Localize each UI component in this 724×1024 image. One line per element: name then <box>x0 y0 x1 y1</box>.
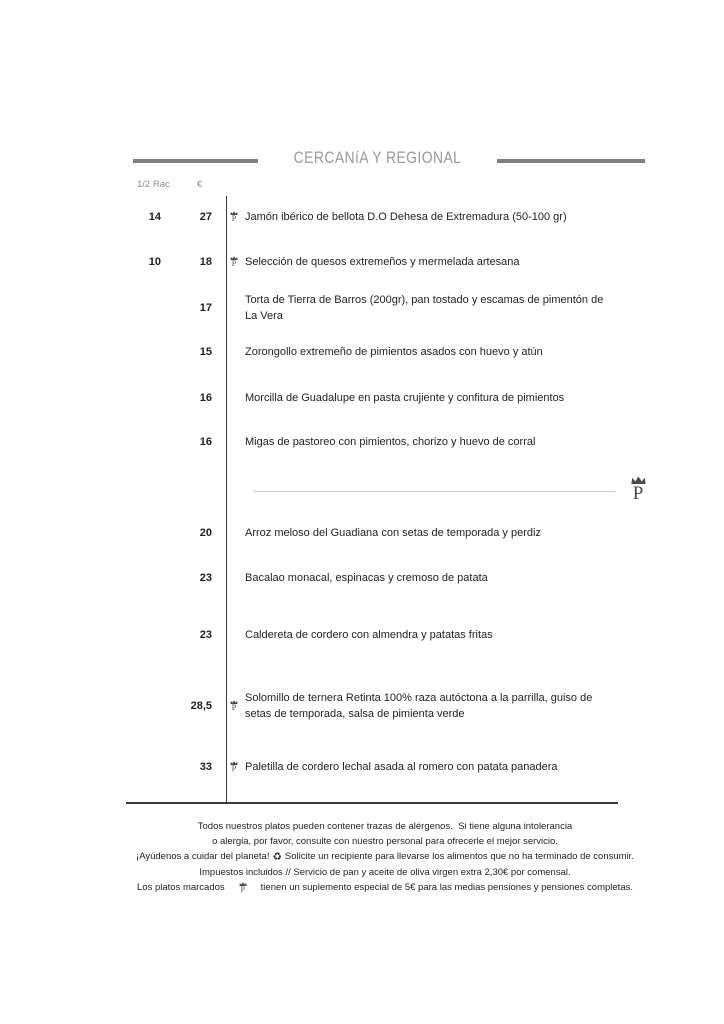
table-bottom-rule <box>126 802 618 804</box>
section-divider <box>253 491 615 492</box>
parador-crown-p-icon: P <box>230 211 238 223</box>
parador-crown-p-icon: P <box>230 761 238 773</box>
dish-name: Morcilla de Guadalupe en pasta crujiente y confitura de pimientos <box>245 392 565 404</box>
table-row <box>125 292 619 324</box>
supplement-note: Los platos marcados P tienen un suplemento especial de 5€ para las medias pensiones y pensiones completas. <box>137 882 633 895</box>
half-portion-price: 14 <box>148 211 161 223</box>
column-header-euro: € <box>197 179 203 190</box>
half-portion-price: 10 <box>148 256 161 268</box>
table-row <box>125 690 619 722</box>
full-portion-price: 23 <box>199 572 212 584</box>
planet-note: ¡Ayúdenos a cuidar del planeta! ♻ Solicite un recipiente para llevarse los alimentos que no ha terminado de consumir. <box>136 851 634 863</box>
parador-crown-p-icon: P <box>230 256 238 268</box>
full-portion-price: 15 <box>199 346 212 358</box>
table-row <box>125 627 619 643</box>
table-row <box>125 525 619 541</box>
dish-name: Zorongollo extremeño de pimientos asados con huevo y atún <box>245 346 543 358</box>
recycle-icon: ♻ <box>272 851 282 863</box>
dish-name: Paletilla de cordero lechal asada al romero con patata panadera <box>245 761 558 773</box>
full-portion-price: 27 <box>199 211 212 223</box>
dish-name: Bacalao monacal, espinacas y cremoso de patata <box>245 572 488 584</box>
header-rule-left <box>133 159 258 163</box>
dish-name: Selección de quesos extremeños y mermelada artesana <box>245 256 520 268</box>
header-rule-right <box>497 159 645 163</box>
table-row <box>125 390 619 406</box>
dish-name: Torta de Tierra de Barros (200gr), pan tostado y escamas de pimentón de La Vera <box>245 294 604 322</box>
parador-crown-p-icon: P <box>230 700 238 712</box>
dish-name: Arroz meloso del Guadiana con setas de temporada y perdiz <box>245 527 541 539</box>
dish-name: Caldereta de cordero con almendra y patatas fritas <box>245 629 493 641</box>
table-row <box>125 434 619 450</box>
full-portion-price: 17 <box>199 302 212 314</box>
table-row <box>125 344 619 360</box>
allergen-note-line2: o alergia, por favor, consulte con nuestro personal para ofrecerle el mejor servicio. <box>212 836 558 847</box>
allergen-note-line1: Todos nuestros platos pueden contener trazas de alérgenos. Si tiene alguna intolerancia <box>197 821 573 832</box>
table-row <box>125 254 619 270</box>
full-portion-price: 20 <box>199 527 212 539</box>
parador-crown-p-icon: P <box>239 882 247 894</box>
table-row <box>125 570 619 586</box>
dish-name: Solomillo de ternera Retinta 100% raza autóctona a la parrilla, guiso de setas de temporada, salsa de pimienta verde <box>245 692 593 720</box>
full-portion-price: 23 <box>199 629 212 641</box>
full-portion-price: 18 <box>199 256 212 268</box>
parador-logo-watermark <box>626 476 650 504</box>
tax-service-note: Impuestos incluidos // Servicio de pan y aceite de oliva virgen extra 2,30€ por comensal. <box>199 867 571 878</box>
full-portion-price: 28,5 <box>190 700 212 712</box>
column-header-half-racion: 1/2 Rac <box>137 179 170 190</box>
dish-name: Jamón ibérico de bellota D.O Dehesa de Extremadura (50-100 gr) <box>245 211 567 223</box>
full-portion-price: 16 <box>199 392 212 404</box>
parador-crown-p-icon: P <box>626 476 650 504</box>
table-row <box>125 759 619 775</box>
footer-notes <box>95 819 675 895</box>
full-portion-price: 16 <box>199 436 212 448</box>
dish-name: Migas de pastoreo con pimientos, chorizo y huevo de corral <box>245 436 536 448</box>
page-title: CERCANíA Y REGIONAL <box>293 148 462 167</box>
full-portion-price: 33 <box>199 761 212 773</box>
table-row <box>125 209 619 225</box>
